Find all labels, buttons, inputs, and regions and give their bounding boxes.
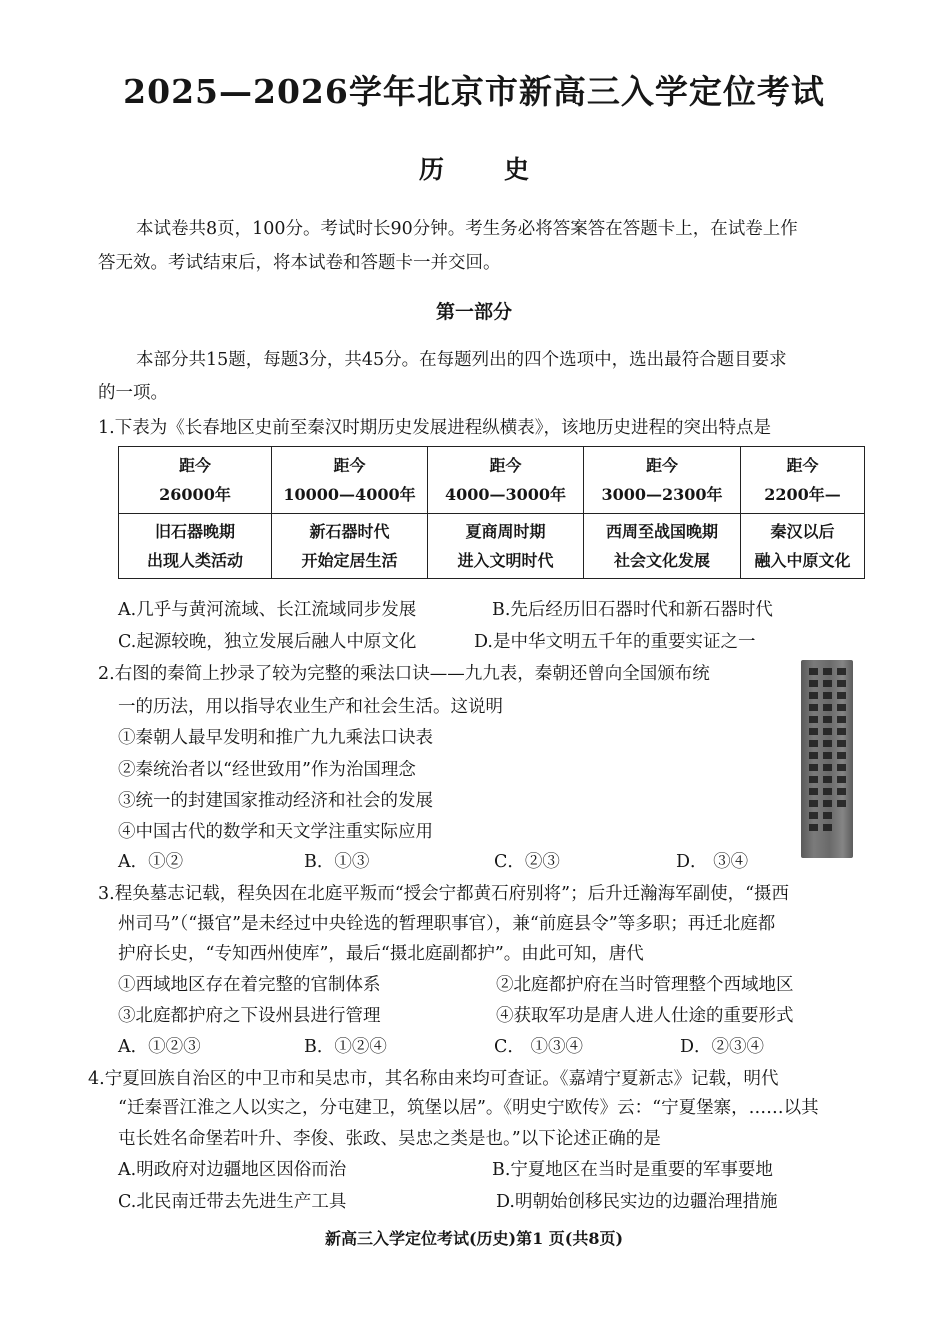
table-cell (272, 447, 428, 514)
event-line: 开始定居生活 (301, 551, 398, 570)
table-cell (272, 514, 428, 579)
q4-stem-line-2: “迁秦晋江淮之人以实之，分屯建卫，筑堡以居”。《明史宁欧传》云：“宁夏堡寨，……以其 (118, 1098, 819, 1118)
time-label: 距今 (786, 456, 819, 475)
q2-stem-line-1: 2.右图的秦简上抄录了较为完整的乘法口诀——九九表，秦朝还曾向全国颁布统 (98, 664, 710, 684)
part-heading: 第一部分 (435, 301, 512, 323)
event-line: 社会文化发展 (613, 551, 710, 570)
q1-option-b[interactable]: B.先后经历旧石器时代和新石器时代 (492, 600, 773, 620)
exam-title: 2025—2026学年北京市新高三入学定位考试 (123, 72, 825, 111)
q3-stem-line-1: 3.程奂墓志记载，程奂因在北庭平叛而“授会宁都黄石府别将”；后升迁瀚海军副使，“摄西 (98, 884, 790, 904)
q3-item-4: ④获取军功是唐人进人仕途的重要形式 (496, 1006, 794, 1026)
table-cell (119, 447, 272, 514)
q4-option-d[interactable]: D.明朝始创移民实边的边疆治理措施 (496, 1192, 778, 1212)
q4-stem-line-1: 4.宁夏回族自治区的中卫市和吴忠市，其名称由来均可查证。《嘉靖宁夏新志》记载，明代 (88, 1069, 779, 1089)
q2-item-1: ①秦朝人最早发明和推广九九乘法口诀表 (118, 728, 433, 748)
q1-option-c[interactable]: C.起源较晚，独立发展后融人中原文化 (118, 632, 417, 652)
intro-line-1: 本试卷共8页，100分。考试时长90分钟。考生务必将答案答在答题卡上，在试卷上作 (136, 219, 798, 239)
q2-option-b[interactable]: B．①③ (304, 852, 370, 872)
part-desc-line-2: 的一项。 (98, 383, 168, 403)
page-footer: 新高三入学定位考试(历史)第1 页(共8页) (324, 1229, 624, 1248)
q4-option-c[interactable]: C.北民南迁带去先进生产工具 (118, 1192, 347, 1212)
q3-item-1: ①西域地区存在着完整的官制体系 (118, 975, 381, 995)
part-desc-line-1: 本部分共15题，每题3分，共45分。在每题列出的四个选项中，选出最符合题目要求 (136, 350, 787, 370)
q2-stem-line-2: 一的历法，用以指导农业生产和社会生活。这说明 (118, 697, 503, 717)
event-line: 夏商周时期 (465, 522, 546, 541)
table-cell (428, 514, 584, 579)
q1-option-a[interactable]: A.几乎与黄河流域、长江流域同步发展 (118, 600, 417, 620)
q4-stem-line-3: 屯长姓名命堡若叶升、李俊、张政、吴忠之类是也。”以下论述正确的是 (118, 1129, 661, 1149)
event-line: 旧石器晚期 (154, 522, 235, 541)
table-row-times (119, 447, 865, 514)
event-line: 秦汉以后 (770, 522, 835, 541)
table-cell (741, 514, 865, 579)
table-cell (119, 514, 272, 579)
bamboo-text-column (837, 668, 846, 850)
time-label: 距今 (645, 456, 678, 475)
table-cell (584, 514, 741, 579)
q2-item-3: ③统一的封建国家推动经济和社会的发展 (118, 791, 433, 811)
q1-stem: 1.下表为《长春地区史前至秦汉时期历史发展进程纵横表》，该地历史进程的突出特点是 (98, 418, 771, 438)
q3-item-2: ②北庭都护府在当时管理整个西域地区 (496, 975, 794, 995)
q1-option-d[interactable]: D.是中华文明五千年的重要实证之一 (474, 632, 756, 652)
q2-option-d[interactable]: D． ③④ (676, 852, 749, 872)
intro-line-2: 答无效。考试结束后，将本试卷和答题卡一并交回。 (98, 253, 501, 273)
q2-item-2: ②秦统治者以“经世致用”作为治国理念 (118, 760, 416, 780)
time-value: 10000—4000年 (283, 485, 416, 504)
time-label: 距今 (178, 456, 211, 475)
q4-option-a[interactable]: A.明政府对边疆地区因俗而治 (118, 1160, 347, 1180)
event-line: 进入文明时代 (457, 551, 554, 570)
subject-heading: 历史 (418, 155, 589, 184)
time-value: 2200年— (764, 485, 841, 504)
q4-option-b[interactable]: B.宁夏地区在当时是重要的军事要地 (492, 1160, 773, 1180)
table-cell (428, 447, 584, 514)
table-cell (584, 447, 741, 514)
qin-bamboo-slip-image (801, 660, 853, 858)
q3-option-c[interactable]: C． ①③④ (494, 1037, 583, 1057)
q2-item-4: ④中国古代的数学和天文学注重实际应用 (118, 822, 433, 842)
time-value: 3000—2300年 (601, 485, 723, 504)
event-line: 新石器时代 (309, 522, 390, 541)
bamboo-text-column (809, 668, 818, 850)
event-line: 西周至战国晚期 (605, 522, 718, 541)
event-line: 出现人类活动 (146, 551, 243, 570)
q2-option-c[interactable]: C．②③ (494, 852, 560, 872)
time-label: 距今 (489, 456, 522, 475)
event-line: 融入中原文化 (754, 551, 851, 570)
q3-option-d[interactable]: D．②③④ (680, 1037, 765, 1057)
q3-stem-line-2: 州司马”（“摄官”是未经过中央铨选的暂理职事官），兼“前庭县令”等多职；再迁北庭都 (118, 914, 776, 934)
q3-option-b[interactable]: B．①②④ (304, 1037, 387, 1057)
bamboo-text-column (823, 668, 832, 850)
time-value: 4000—3000年 (444, 485, 567, 504)
q2-option-a[interactable]: A．①② (118, 852, 184, 872)
table-cell (741, 447, 865, 514)
chronology-table (118, 446, 865, 579)
q3-item-3: ③北庭都护府之下设州县进行管理 (118, 1006, 381, 1026)
time-value: 26000年 (159, 485, 231, 504)
table-row-events (119, 514, 865, 579)
q3-option-a[interactable]: A．①②③ (118, 1037, 201, 1057)
q3-stem-line-3: 护府长史，“专知西州使库”，最后“摄北庭副都护”。由此可知，唐代 (118, 944, 644, 964)
time-label: 距今 (333, 456, 366, 475)
